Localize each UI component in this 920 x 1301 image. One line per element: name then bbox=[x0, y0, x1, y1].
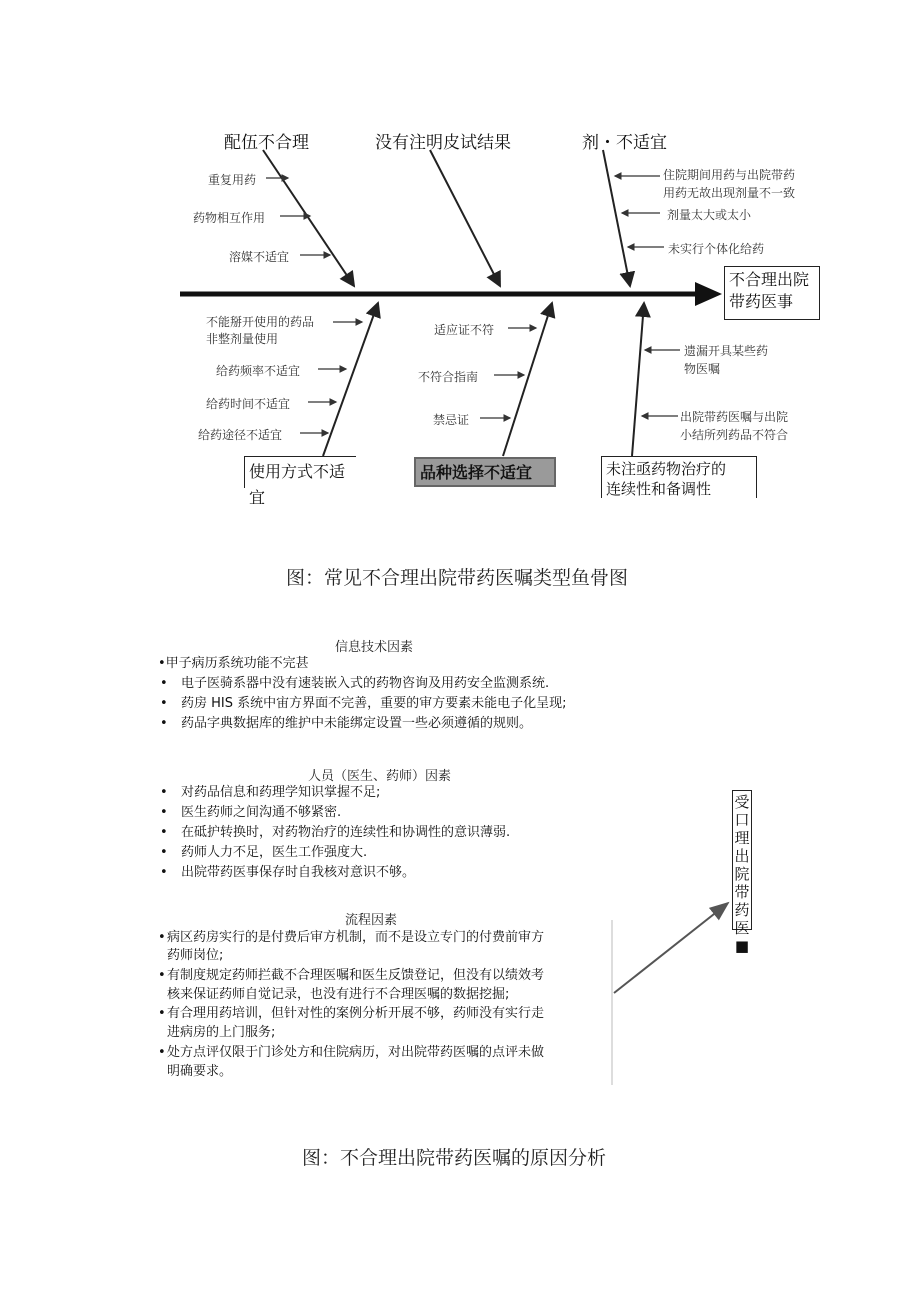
list-item: 在砥护转换时，对药物治疗的连续性和协调性的意识薄弱. bbox=[181, 825, 511, 840]
cause-label: 给药频率不适宜 bbox=[216, 364, 301, 378]
list-item: 对药品信息和药理学知识掌握不足; bbox=[181, 785, 381, 800]
category-peiwu: 配伍不合理 bbox=[224, 133, 309, 153]
cause-label bbox=[680, 408, 788, 444]
list-item: 处方点评仅限于门诊处方和住院病历，对出院带药医嘱的点评未做 bbox=[167, 1045, 545, 1060]
list-item: •甲子病历系统功能不完甚 bbox=[158, 656, 309, 671]
effect-box bbox=[724, 266, 820, 320]
bullet-icon: • bbox=[160, 845, 168, 860]
cause-line: 不能掰开使用的药品 bbox=[206, 315, 315, 329]
category-jiliang: 剂・不适宜 bbox=[582, 133, 667, 153]
list-item: 医生药师之间沟通不够紧密. bbox=[181, 805, 342, 820]
cause-label bbox=[684, 342, 768, 378]
list-item: 药品字典数据库的维护中未能绑定设置一些必须遵循的规则。 bbox=[181, 716, 533, 731]
bullet-icon: • bbox=[160, 696, 168, 711]
bullet-icon: • bbox=[158, 1006, 166, 1021]
result-box bbox=[732, 790, 752, 955]
bullet-icon: • bbox=[158, 1045, 166, 1060]
result-arrow bbox=[614, 903, 728, 993]
spine-arrowhead bbox=[695, 282, 722, 306]
bone-pinzhong bbox=[503, 303, 552, 456]
result-char: 受 bbox=[734, 793, 750, 811]
result-char: ■ bbox=[734, 937, 750, 955]
cause-label: 溶媒不适宜 bbox=[229, 250, 290, 264]
category-pinzhong-box: 品种选择不适宜 bbox=[414, 457, 556, 487]
cause-label: 给药途径不适宜 bbox=[198, 428, 283, 442]
category-pishi: 没有注明皮试结果 bbox=[375, 133, 511, 153]
fishbone-diagram bbox=[0, 0, 920, 589]
section-title-process: 流程因素 bbox=[345, 913, 398, 928]
cause-label: 禁忌证 bbox=[433, 413, 470, 427]
cause-label: 药物相互作用 bbox=[193, 211, 266, 225]
result-char: 带 bbox=[734, 883, 750, 901]
figure-caption-1: 图：常见不合理出院带药医嘱类型鱼骨图 bbox=[286, 567, 629, 589]
cause-label: 给药时间不适宜 bbox=[206, 397, 291, 411]
cause-label: 不符合指南 bbox=[418, 370, 479, 384]
result-char: 医 bbox=[734, 919, 750, 937]
list-item: 有合理用药培训，但针对性的案例分析开展不够，药师没有实行走 bbox=[167, 1006, 545, 1021]
cause-line: 住院期间用药与出院带药 bbox=[663, 168, 796, 182]
cause-label: 重复用药 bbox=[208, 173, 257, 187]
bullet-icon: • bbox=[160, 805, 168, 820]
category-shiyong-box: 使用方式不适宜 bbox=[244, 456, 356, 488]
result-char: 理 bbox=[734, 829, 750, 847]
category-line: 连续性和备调性 bbox=[606, 480, 712, 498]
category-line: 未注亟药物治疗的 bbox=[606, 460, 727, 478]
category-lianxu-box bbox=[601, 456, 757, 498]
bone-shiyong bbox=[323, 303, 378, 456]
bone-pishi bbox=[430, 150, 500, 286]
cause-line: 非整剂量使用 bbox=[206, 332, 279, 346]
result-char: 出 bbox=[734, 847, 750, 865]
list-item: 进病房的上门服务; bbox=[167, 1025, 276, 1040]
bone-peiwu bbox=[263, 150, 354, 286]
cause-line: 遗漏开具某些药 bbox=[684, 344, 769, 358]
list-item: 出院带药医事保存时自我核对意识不够。 bbox=[181, 865, 416, 880]
cause-label: 剂量太大或太小 bbox=[667, 208, 752, 222]
bullet-icon: • bbox=[160, 865, 168, 880]
section-title-people: 人员（医生、药师）因素 bbox=[308, 769, 452, 784]
bullet-icon: • bbox=[160, 825, 168, 840]
list-item: 核来保证药师自觉记录，也没有进行不合理医嘱的数据挖掘; bbox=[167, 987, 510, 1002]
bullet-icon: • bbox=[160, 785, 168, 800]
figure-caption-2: 图：不合理出院带药医嘱的原因分析 bbox=[302, 1147, 607, 1169]
section-title-it: 信息技术因素 bbox=[335, 640, 414, 655]
cause-line: 出院带药医嘱与出院 bbox=[680, 410, 789, 424]
effect-line: 带药医事 bbox=[729, 292, 794, 311]
result-char: 药 bbox=[734, 901, 750, 919]
list-item: 病区药房实行的是付费后审方机制，而不是设立专门的付费前审方 bbox=[167, 930, 545, 945]
bullet-icon: • bbox=[158, 930, 166, 945]
bullet-icon: • bbox=[158, 968, 166, 983]
cause-label: 适应证不符 bbox=[434, 323, 495, 337]
list-item: 明确要求。 bbox=[167, 1064, 233, 1079]
list-item: 有制度规定药师拦截不合理医嘱和医生反馈登记，但没有以绩效考 bbox=[167, 968, 545, 983]
bone-lianxu bbox=[632, 303, 644, 456]
result-char: 口 bbox=[734, 811, 750, 829]
cause-label: 未实行个体化给药 bbox=[668, 242, 765, 256]
bone-jiliang bbox=[603, 150, 630, 286]
list-item: 药房 HIS 系统中宙方界面不完善，重要的审方要素未能电子化呈现; bbox=[181, 696, 567, 711]
list-item: 药师岗位; bbox=[167, 948, 224, 963]
cause-line: 用药无故出现剂量不一致 bbox=[663, 186, 796, 200]
list-item: 药师人力不足，医生工作强度大. bbox=[181, 845, 368, 860]
result-char: 院 bbox=[734, 865, 750, 883]
cause-line: 小结所列药品不符合 bbox=[680, 428, 789, 442]
effect-line: 不合理出院 bbox=[729, 270, 810, 289]
bullet-icon: • bbox=[160, 716, 168, 731]
cause-label bbox=[206, 314, 314, 348]
cause-line: 物医嘱 bbox=[684, 362, 721, 376]
bullet-icon: • bbox=[160, 676, 168, 691]
list-item: 电子医骑系器中没有速装嵌入式的药物咨询及用药安全监测系统. bbox=[181, 676, 550, 691]
cause-label bbox=[663, 166, 795, 202]
